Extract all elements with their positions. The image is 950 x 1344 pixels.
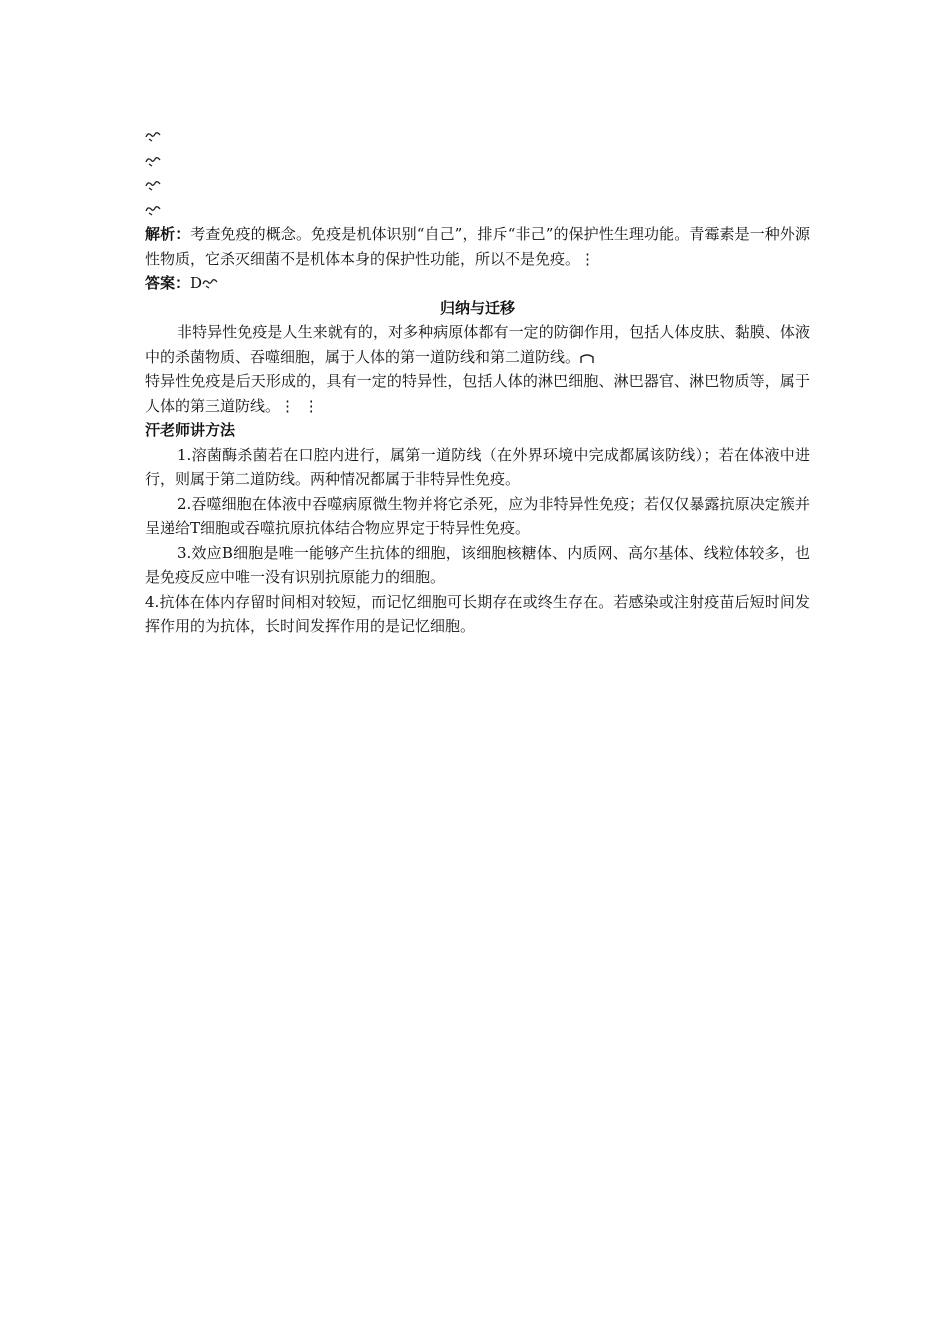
p2-trail: ⋮ ⋮ — [280, 396, 321, 415]
nonspecific-immunity-paragraph — [145, 320, 810, 369]
analysis-paragraph — [145, 222, 810, 271]
analysis-label: 解析： — [145, 225, 191, 243]
p2-text: 特异性免疫是后天形成的，具有一定的特异性，包括人体的淋巴细胞、淋巴器官、淋巴物质等，属于人体的第三道防线。 — [145, 372, 810, 415]
squiggle-mark-icon — [202, 277, 218, 289]
answer-paragraph — [145, 271, 810, 296]
squiggle-mark-icon — [145, 155, 161, 167]
mark-line — [145, 149, 810, 174]
specific-immunity-paragraph — [145, 369, 810, 418]
method-item-1: 1.溶菌酶杀菌若在口腔内进行，属第一道防线（在外界环境中完成都属该防线）；若在体液中进行，则属于第二道防线。两种情况都属于非特异性免疫。 — [145, 445, 810, 488]
section-title: 归纳与迁移 — [439, 298, 515, 317]
bracket-mark-icon — [580, 352, 594, 364]
mark-line — [145, 198, 810, 223]
analysis-trail: ⋮ — [580, 249, 598, 268]
document-page — [145, 124, 810, 639]
mark-line — [145, 124, 810, 149]
answer-label: 答案： — [145, 274, 191, 292]
method-title: 汗老师讲方法 — [145, 421, 236, 439]
squiggle-mark-icon — [145, 130, 161, 142]
mark-line — [145, 173, 810, 198]
squiggle-mark-icon — [145, 204, 161, 216]
squiggle-mark-icon — [145, 179, 161, 191]
method-item-4: 4.抗体在体内存留时间相对较短，而记忆细胞可长期存在或终生存在。若感染或注射疫苗后短时间发挥作用的为抗体，长时间发挥作用的是记忆细胞。 — [145, 592, 810, 635]
p1-text: 非特异性免疫是人生来就有的，对多种病原体都有一定的防御作用，包括人体皮肤、黏膜、体液中的杀菌物质、吞噬细胞，属于人体的第一道防线和第二道防线。 — [145, 323, 810, 366]
method-item-3: 3.效应B细胞是唯一能够产生抗体的细胞，该细胞核糖体、内质网、高尔基体、线粒体较多，也是免疫反应中唯一没有识别抗原能力的细胞。 — [145, 543, 810, 586]
analysis-text: 考查免疫的概念。免疫是机体识别“自己”，排斥“非己”的保护性生理功能。青霉素是一种外源性物质，它杀灭细菌不是机体本身的保护性功能，所以不是免疫。 — [145, 225, 810, 268]
answer-value: D — [190, 274, 203, 292]
method-item-2: 2.吞噬细胞在体液中吞噬病原微生物并将它杀死，应为非特异性免疫；若仅仅暴露抗原决定簇并呈递给T细胞或吞噬抗原抗体结合物应界定于特异性免疫。 — [145, 494, 810, 537]
